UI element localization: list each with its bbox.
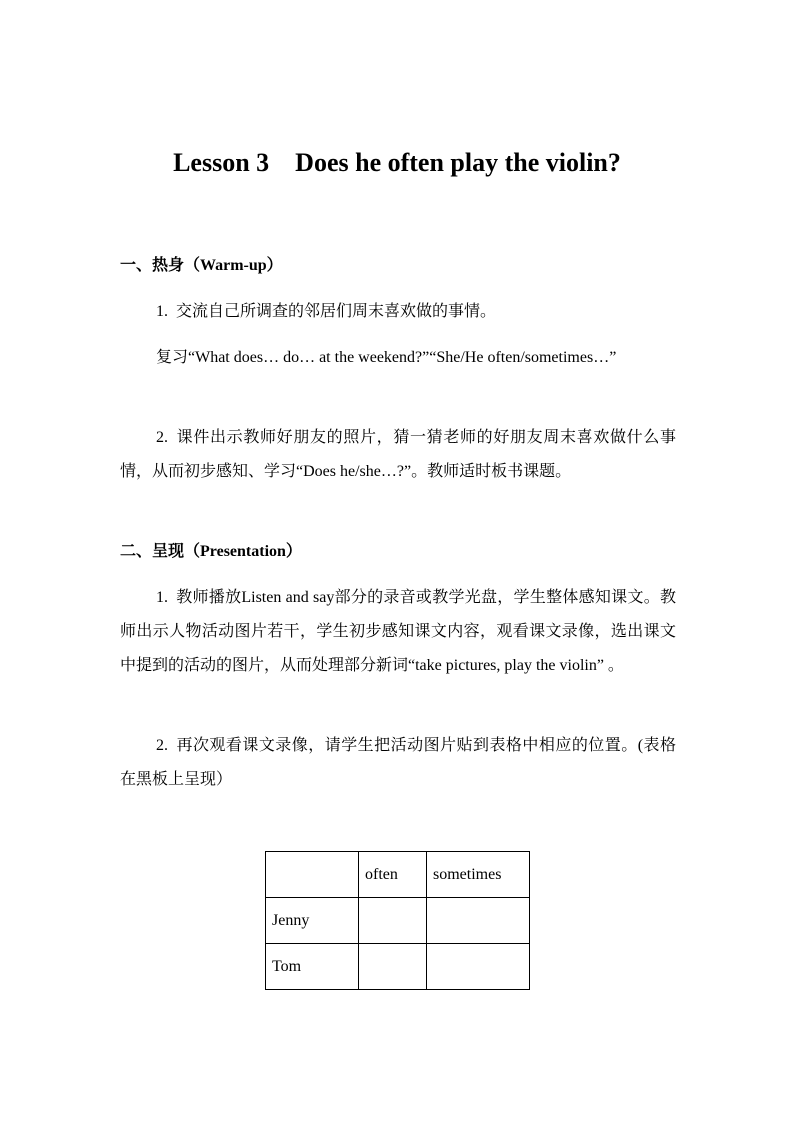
item-number: 1. [156, 303, 168, 320]
activity-table [265, 851, 530, 990]
item-text: 课件出示教师好朋友的照片，猜一猜老师的好朋友周末喜欢做什么事情，从而初步感知、学习“Does he/she…?”。教师适时板书课题。 [120, 429, 676, 480]
item-text: 再次观看课文录像，请学生把活动图片贴到表格中相应的位置。(表格在黑板上呈现） [120, 737, 676, 788]
table-header-cell: often [359, 852, 427, 898]
presentation-item-2 [120, 729, 676, 797]
item-text: 交流自己所调查的邻居们周末喜欢做的事情。 [176, 303, 497, 320]
warmup-item-2 [120, 421, 676, 489]
presentation-item-1 [120, 581, 676, 683]
table-header-cell: sometimes [427, 852, 530, 898]
table-cell: Jenny [266, 898, 359, 944]
item-number: 2. [156, 429, 168, 446]
item-number: 1. [156, 589, 168, 606]
table-row [266, 944, 530, 990]
item-text: 教师播放Listen and say部分的录音或教学光盘，学生整体感知课文。教师出示人物活动图片若干，学生初步感知课文内容，观看课文录像，选出课文中提到的活动的图片，从而处理部分新词“take pictures, play the violin” 。 [120, 589, 676, 674]
table-cell [427, 944, 530, 990]
item-number: 2. [156, 737, 168, 754]
warmup-item-1-continuation: 复习“What does… do… at the weekend?”“She/He often/sometimes…” [156, 349, 617, 366]
table-cell [359, 898, 427, 944]
table-cell [427, 898, 530, 944]
warmup-item-1 [120, 295, 676, 329]
page-title: Lesson 3 Does he often play the violin? [173, 148, 621, 177]
table-cell [359, 944, 427, 990]
table-header-row [266, 852, 530, 898]
table-row [266, 898, 530, 944]
section-heading-presentation: 二、呈现（Presentation） [120, 543, 302, 560]
section-heading-warmup: 一、热身（Warm-up） [120, 257, 283, 274]
table-header-cell [266, 852, 359, 898]
table-cell: Tom [266, 944, 359, 990]
